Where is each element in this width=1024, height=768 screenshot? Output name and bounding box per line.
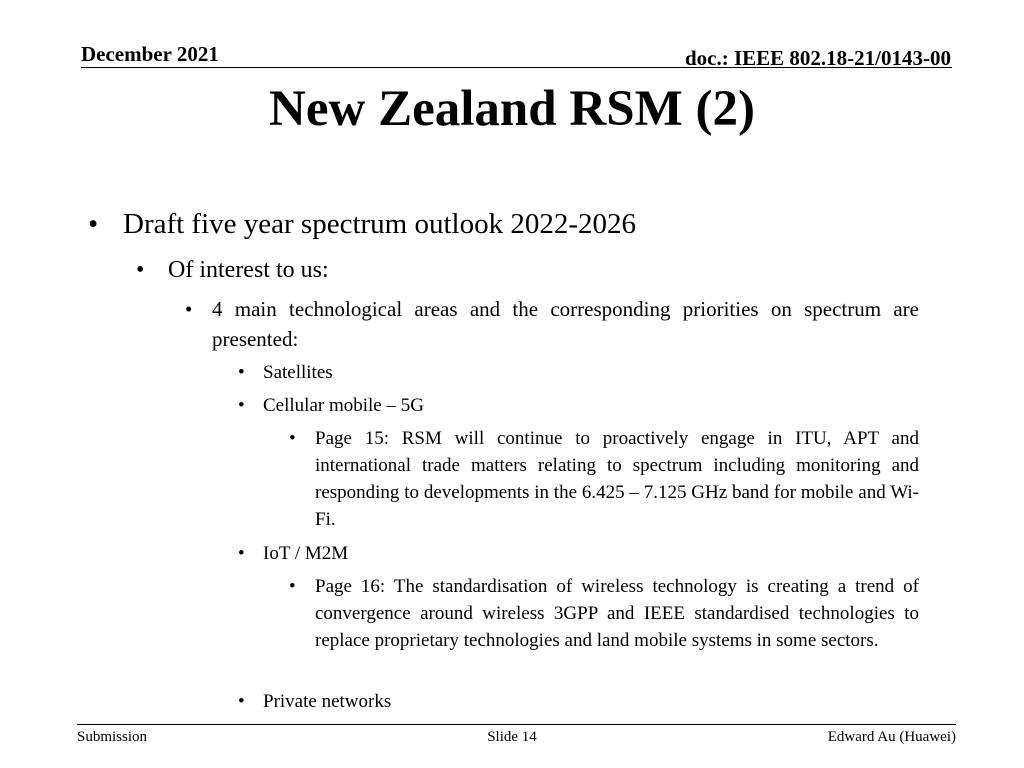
header-doc-id: doc.: IEEE 802.18-21/0143-00	[684, 46, 951, 70]
bullet-iot	[238, 540, 738, 567]
bullet-text: 4 main technological areas and the corresponding priorities on spectrum are presented:	[212, 297, 919, 351]
bullet-text: Satellites	[263, 362, 333, 383]
bullet-dot: •	[289, 428, 296, 449]
footer-rule	[77, 724, 956, 725]
header-rule	[81, 67, 952, 68]
bullet-level3	[185, 294, 919, 354]
bullet-dot: •	[185, 297, 193, 321]
bullet-page15	[289, 425, 919, 533]
footer-slide-number: Slide 14	[487, 729, 537, 745]
bullet-level2	[136, 254, 926, 286]
bullet-private	[238, 688, 738, 715]
bullet-text: Draft five year spectrum outlook 2022-2026	[123, 208, 636, 240]
header-date: December 2021	[81, 42, 219, 66]
bullet-dot: •	[289, 576, 296, 597]
bullet-level1	[88, 206, 928, 242]
bullet-text: Of interest to us:	[168, 257, 329, 283]
bullet-dot: •	[238, 362, 245, 383]
bullet-page16	[289, 573, 919, 654]
bullet-cellular	[238, 392, 738, 419]
bullet-dot: •	[238, 395, 245, 416]
bullet-text: Page 15: RSM will continue to proactively engage in ITU, APT and international trade matters relating to spectrum including monitoring and responding to developments in the 6.425 – 7.125 GHz band for mobile and Wi-Fi.	[315, 428, 919, 530]
bullet-text: Page 16: The standardisation of wireless technology is creating a trend of convergence around wireless 3GPP and IEEE standardised technologies to replace proprietary technologies and land mobile systems in some sectors.	[315, 576, 919, 651]
bullet-dot: •	[136, 257, 145, 283]
slide-title: New Zealand RSM (2)	[269, 81, 755, 137]
bullet-dot: •	[238, 691, 245, 712]
bullet-text: Cellular mobile – 5G	[263, 395, 424, 416]
bullet-text: Private networks	[263, 691, 392, 712]
footer-author: Edward Au (Huawei)	[827, 729, 956, 745]
bullet-satellites	[238, 359, 738, 386]
bullet-text: IoT / M2M	[263, 543, 349, 564]
footer-submission: Submission	[77, 729, 148, 745]
bullet-dot: •	[238, 543, 245, 564]
bullet-dot: •	[88, 208, 99, 240]
